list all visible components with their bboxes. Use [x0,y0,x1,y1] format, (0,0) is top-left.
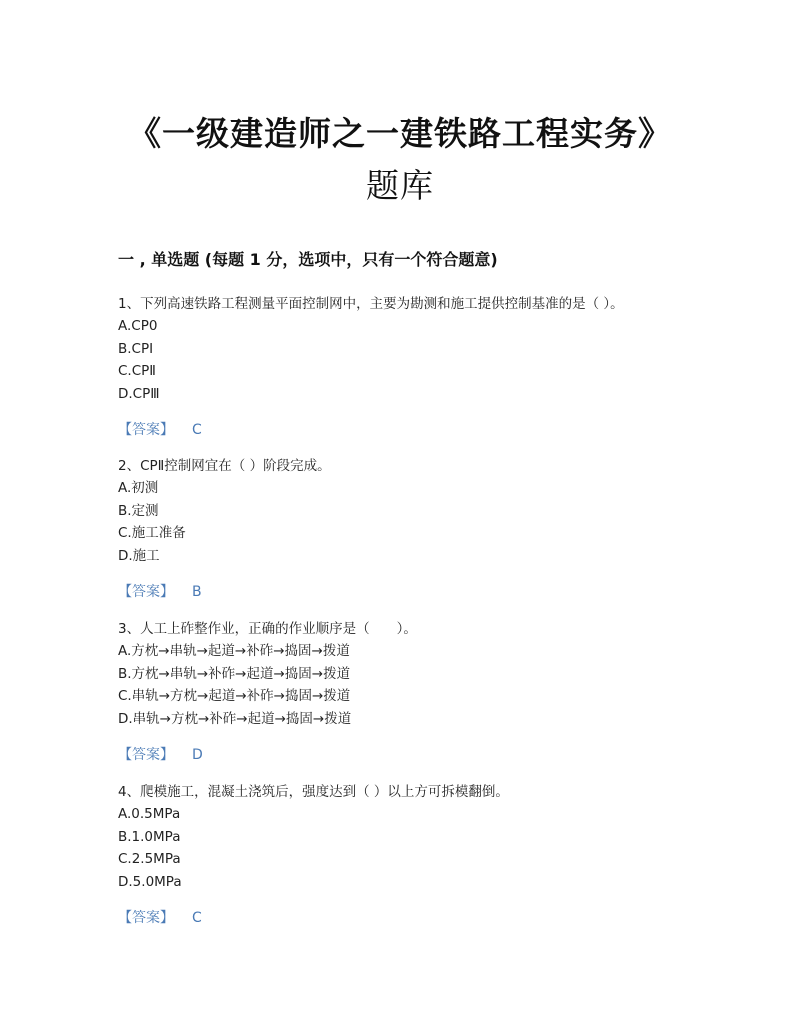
option-c: C.CPⅡ [118,363,156,379]
document-title: 《一级建造师之一建铁路工程实务》 [128,114,672,153]
question-text: 4、爬模施工，混凝土浇筑后，强度达到（ ）以上方可拆模翻倒。 [118,784,509,800]
answer-line [118,419,718,441]
answer-line [118,744,718,766]
option-d: D.串轨→方枕→补砟→起道→捣固→拨道 [118,710,352,727]
question-text: 3、人工上砟整作业，正确的作业顺序是（ ）。 [118,621,417,637]
answer-value: B [192,584,202,600]
answer-label: 【答案】 [118,747,174,763]
option-a: A.0.5MPa [118,806,181,822]
answer-value: D [192,747,203,763]
answer-line [118,581,718,603]
question-text: 2、CPⅡ控制网宜在（ ）阶段完成。 [118,458,331,474]
option-d: D.CPⅢ [118,385,160,402]
option-b: B.1.0MPa [118,828,181,845]
answer-label: 【答案】 [118,584,174,600]
option-b: B.定测 [118,502,159,519]
option-c: C.施工准备 [118,525,186,541]
answer-line [118,907,718,929]
question-4 [118,781,718,929]
question-3 [118,618,718,766]
question-1 [118,293,718,441]
answer-label: 【答案】 [118,910,174,926]
question-2 [118,455,718,603]
answer-label: 【答案】 [118,422,174,438]
option-a: A.初测 [118,480,159,496]
answer-value: C [192,422,202,438]
answer-value: C [192,910,202,926]
option-b: B.方枕→串轨→补砟→起道→捣固→拨道 [118,665,351,682]
option-c: C.串轨→方枕→起道→补砟→捣固→拨道 [118,688,351,704]
section-heading: 一 , 单选题 (每题 1 分，选项中，只有一个符合题意) [118,250,498,269]
question-text: 1、下列高速铁路工程测量平面控制网中，主要为勘测和施工提供控制基准的是（ ）。 [118,296,624,312]
option-d: D.5.0MPa [118,873,182,890]
option-a: A.方枕→串轨→起道→补砟→捣固→拨道 [118,643,350,659]
option-d: D.施工 [118,547,160,564]
option-c: C.2.5MPa [118,851,181,867]
option-a: A.CP0 [118,318,158,334]
document-subtitle: 题库 [366,166,434,205]
option-b: B.CPⅠ [118,340,154,357]
